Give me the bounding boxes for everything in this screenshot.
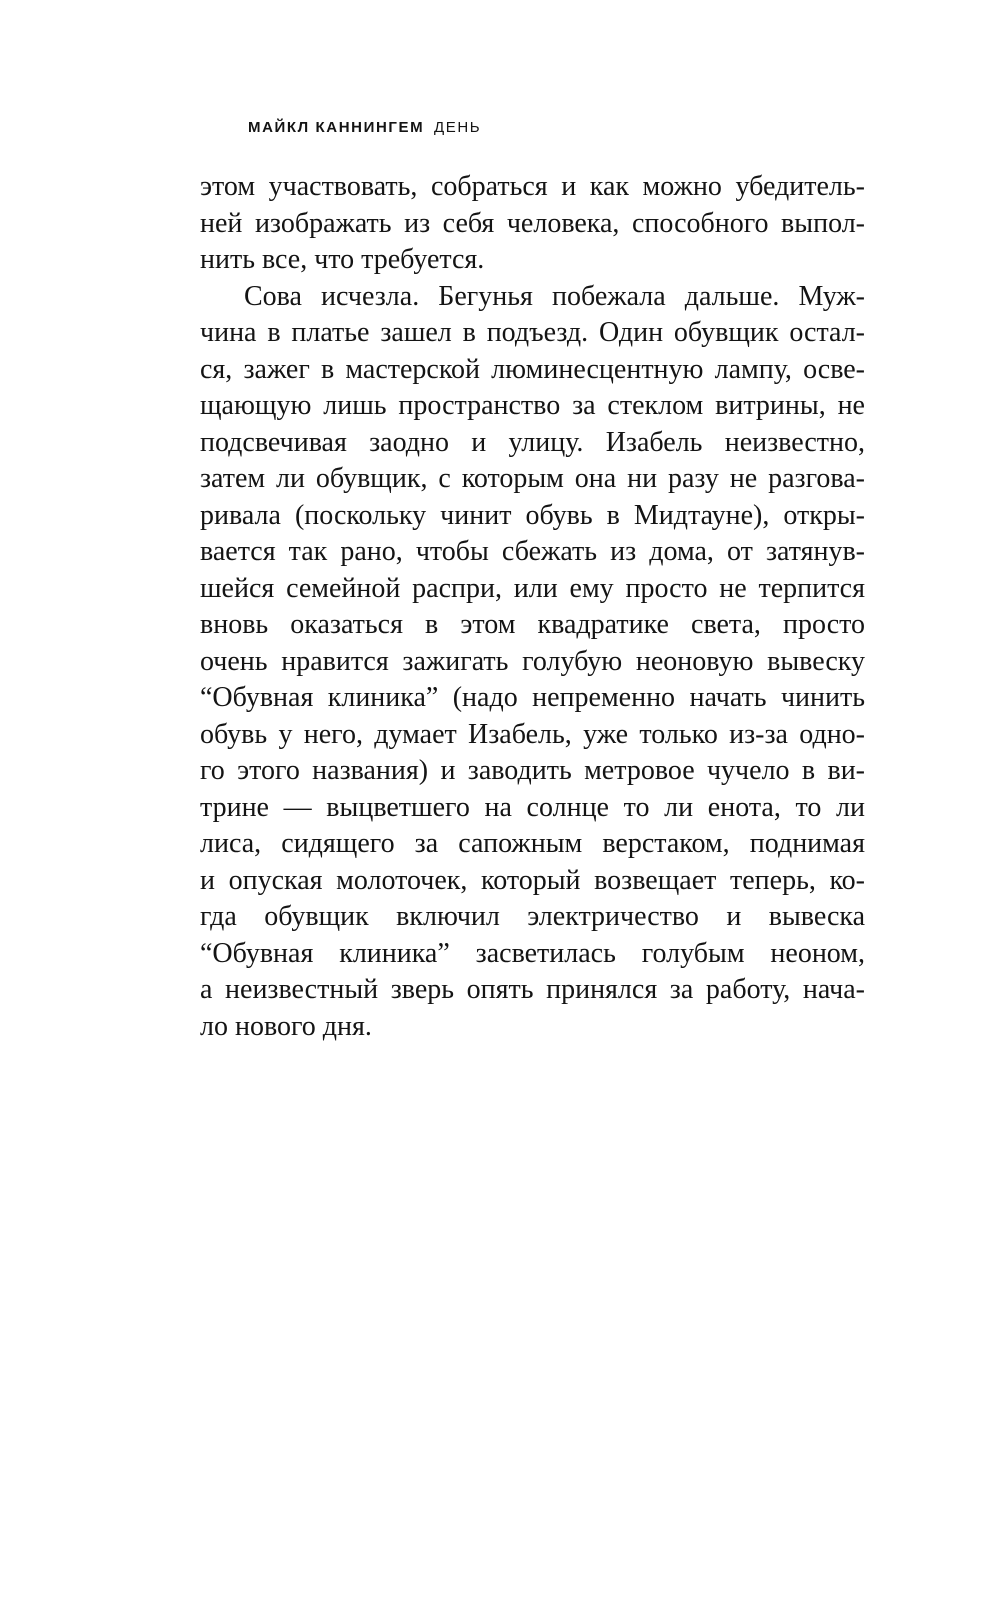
- text-line: трине — выцветшего на солнце то ли енота, то ли: [200, 791, 865, 823]
- text-line: затем ли обувщик, с которым она ни разу не разгова-: [200, 463, 865, 494]
- text-line: подсвечивая заодно и улицу. Изабель неизвестно,: [200, 426, 865, 458]
- running-head-book-title: ДЕНЬ: [434, 119, 482, 136]
- body-text: [200, 169, 865, 1045]
- text-line: а неизвестный зверь опять принялся за работу, нача-: [200, 974, 865, 1005]
- text-line: го этого названия) и заводить метровое чучело в ви-: [200, 755, 865, 786]
- paragraph-owl: [200, 279, 865, 1046]
- text-line: “Обувная клиника” (надо непременно начать чинить: [200, 682, 865, 713]
- text-line: обувь у него, думает Изабель, уже только из-за одно-: [200, 718, 865, 750]
- text-line: ся, зажег в мастерской люминесцентную лампу, осве-: [200, 353, 865, 385]
- text-line: чина в платье зашел в подъезд. Один обувщик остал-: [200, 317, 865, 348]
- paragraph-continuation: [200, 169, 865, 279]
- text-line: лиса, сидящего за сапожным верстаком, поднимая: [200, 828, 865, 859]
- text-line: очень нравится зажигать голубую неоновую вывеску: [200, 645, 865, 677]
- running-head: [248, 118, 481, 138]
- text-line: вновь оказаться в этом квадратике света, просто: [200, 609, 865, 640]
- text-line: ло нового дня.: [200, 1010, 372, 1042]
- text-line: и опуская молоточек, который возвещает теперь, ко-: [200, 864, 865, 896]
- text-line: шейся семейной распри, или ему просто не терпится: [200, 572, 865, 604]
- text-line: Сова исчезла. Бегунья побежала дальше. Муж-: [244, 280, 865, 312]
- text-line: ней изображать из себя человека, способного выпол-: [200, 207, 865, 239]
- text-line: этом участвовать, собраться и как можно убедитель-: [200, 171, 865, 202]
- running-head-author: МАЙКЛ КАННИНГЕМ: [248, 119, 425, 136]
- text-line: нить все, что требуется.: [200, 244, 485, 275]
- text-line: “Обувная клиника” засветилась голубым неоном,: [200, 937, 865, 969]
- text-line: гда обувщик включил электричество и вывеска: [200, 901, 865, 932]
- text-line: ривала (поскольку чинит обувь в Мидтауне), откры-: [200, 499, 865, 531]
- text-line: вается так рано, чтобы сбежать из дома, от затянув-: [200, 536, 865, 567]
- text-line: щающую лишь пространство за стеклом витрины, не: [200, 390, 865, 421]
